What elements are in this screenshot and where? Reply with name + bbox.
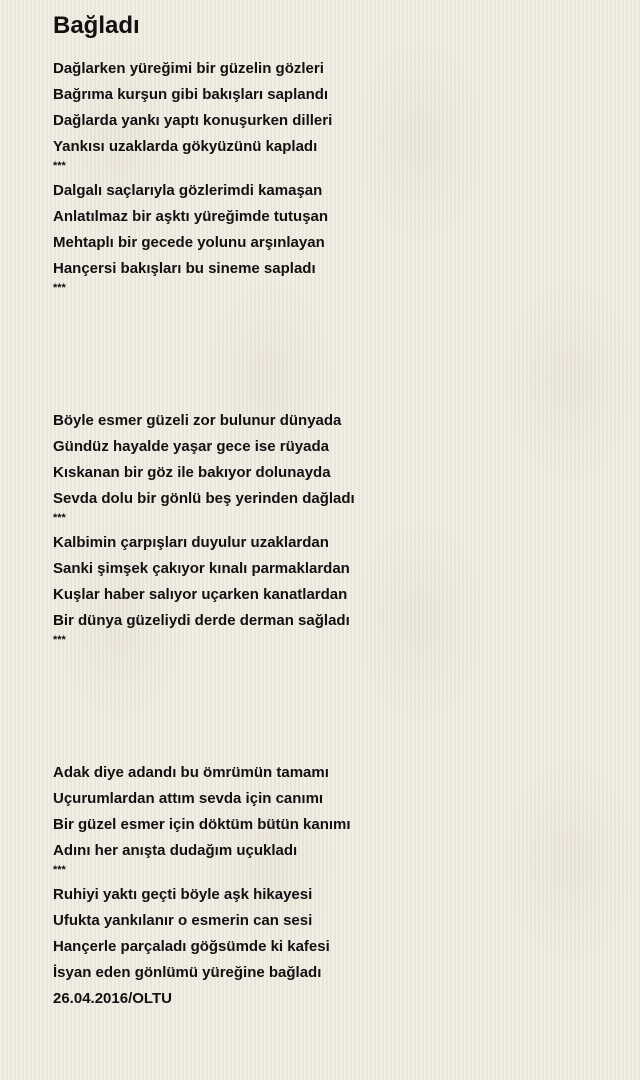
- stanza-separator: ***: [53, 864, 66, 876]
- stanza-6-line-2: Ufukta yankılanır o esmerin can sesi: [53, 912, 313, 929]
- stanza-1: [53, 56, 613, 176]
- stanza-4-line-2: Sanki şimşek çakıyor kınalı parmaklardan: [53, 560, 350, 577]
- stanza-4-line-3: Kuşlar haber salıyor uçarken kanatlardan: [53, 586, 348, 603]
- stanza-1-line-3: Dağlarda yankı yaptı konuşurken dilleri: [53, 112, 333, 129]
- poem-container: [53, 10, 613, 1012]
- stanza-separator: ***: [53, 160, 66, 172]
- stanza-5-line-4: Adını her anışta dudağım uçukladı: [53, 842, 298, 859]
- stanza-6-line-3: Hançerle parçaladı göğsümde ki kafesi: [53, 938, 330, 955]
- stanza-gap: [53, 652, 613, 760]
- stanza-1-line-1: Dağlarken yüreğimi bir güzelin gözleri: [53, 60, 324, 77]
- stanza-6-line-4: İsyan eden gönlümü yüreğine bağladı: [53, 964, 322, 981]
- stanza-separator: ***: [53, 634, 66, 646]
- stanza-2-line-1: Dalgalı saçlarıyla gözlerimdi kamaşan: [53, 182, 323, 199]
- stanza-6: [53, 882, 613, 986]
- stanza-4: [53, 530, 613, 650]
- stanza-2: [53, 178, 613, 298]
- stanza-2-line-4: Hançersi bakışları bu sineme sapladı: [53, 260, 316, 277]
- stanza-5-line-2: Uçurumlardan attım sevda için canımı: [53, 790, 324, 807]
- stanza-3-line-4: Sevda dolu bir gönlü beş yerinden dağladı: [53, 490, 355, 507]
- stanza-3-line-1: Böyle esmer güzeli zor bulunur dünyada: [53, 412, 342, 429]
- stanza-1-line-2: Bağrıma kurşun gibi bakışları saplandı: [53, 86, 329, 103]
- poem-title: Bağladı: [53, 12, 140, 39]
- stanza-3: [53, 408, 613, 528]
- poem-signature: 26.04.2016/OLTU: [53, 990, 172, 1007]
- stanza-gap: [53, 300, 613, 408]
- stanza-3-line-2: Gündüz hayalde yaşar gece ise rüyada: [53, 438, 329, 455]
- stanza-5-line-1: Adak diye adandı bu ömrümün tamamı: [53, 764, 329, 781]
- stanza-2-line-3: Mehtaplı bir gecede yolunu arşınlayan: [53, 234, 325, 251]
- stanza-separator: ***: [53, 282, 66, 294]
- stanza-6-line-1: Ruhiyi yaktı geçti böyle aşk hikayesi: [53, 886, 313, 903]
- stanza-5: [53, 760, 613, 880]
- stanza-3-line-3: Kıskanan bir göz ile bakıyor dolunayda: [53, 464, 331, 481]
- stanza-2-line-2: Anlatılmaz bir aşktı yüreğimde tutuşan: [53, 208, 329, 225]
- stanza-1-line-4: Yankısı uzaklarda gökyüzünü kapladı: [53, 138, 318, 155]
- stanza-5-line-3: Bir güzel esmer için döktüm bütün kanımı: [53, 816, 351, 833]
- stanza-4-line-1: Kalbimin çarpışları duyulur uzaklardan: [53, 534, 329, 551]
- stanza-separator: ***: [53, 512, 66, 524]
- stanza-4-line-4: Bir dünya güzeliydi derde derman sağladı: [53, 612, 350, 629]
